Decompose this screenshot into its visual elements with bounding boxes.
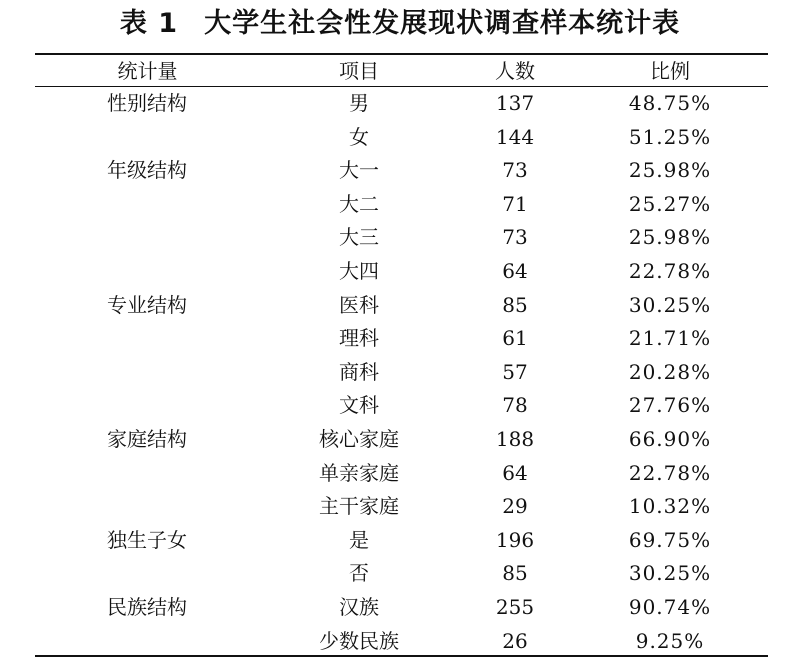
category-cell: 家庭结构 [107, 426, 187, 451]
item-cell: 女 [349, 124, 369, 149]
percent-cell: 66.90% [628, 426, 712, 451]
table-row [35, 557, 768, 591]
count-cell: 188 [495, 426, 535, 451]
percent-cell: 27.76% [628, 393, 712, 418]
percent-cell: 10.32% [628, 494, 712, 519]
category-cell [35, 625, 260, 659]
category-cell [35, 490, 260, 524]
table-row [35, 423, 768, 457]
table-title-text: 大学生社会性发展现状调查样本统计表 [204, 8, 681, 39]
category-cell: 专业结构 [107, 292, 187, 317]
statistics-table [35, 55, 768, 658]
table-row [35, 121, 768, 155]
table-row [35, 322, 768, 356]
table-row [35, 188, 768, 222]
count-cell: 26 [502, 628, 528, 653]
percent-cell: 90.74% [628, 594, 712, 619]
category-cell: 民族结构 [107, 594, 187, 619]
percent-cell: 22.78% [628, 460, 712, 485]
table-title [0, 4, 800, 44]
column-header-statistic: 统计量 [117, 59, 178, 83]
item-cell: 文科 [339, 393, 379, 418]
table-row [35, 389, 768, 423]
table-row [35, 289, 768, 323]
count-cell: 71 [502, 191, 528, 216]
percent-cell: 30.25% [628, 292, 712, 317]
category-cell [35, 557, 260, 591]
count-cell: 73 [502, 225, 528, 250]
item-cell: 男 [349, 91, 369, 115]
count-cell: 144 [495, 124, 535, 149]
count-cell: 137 [495, 91, 535, 115]
item-cell: 商科 [339, 359, 379, 384]
count-cell: 64 [502, 258, 528, 283]
table-row [35, 457, 768, 491]
table-row [35, 356, 768, 390]
category-cell [35, 255, 260, 289]
table-row [35, 524, 768, 558]
category-cell [35, 221, 260, 255]
percent-cell: 69.75% [628, 527, 712, 552]
percent-cell: 30.25% [628, 561, 712, 586]
column-header-percent: 比例 [650, 59, 690, 83]
item-cell: 主干家庭 [319, 494, 399, 519]
item-cell: 否 [349, 561, 369, 586]
item-cell: 大二 [339, 191, 379, 216]
table-row [35, 255, 768, 289]
percent-cell: 48.75% [628, 91, 712, 115]
item-cell: 核心家庭 [319, 426, 399, 451]
percent-cell: 25.98% [628, 225, 712, 250]
item-cell: 大四 [339, 258, 379, 283]
table-row [35, 154, 768, 188]
table-row [35, 490, 768, 524]
item-cell: 大一 [339, 158, 379, 183]
table-row [35, 87, 768, 121]
category-cell: 独生子女 [107, 527, 187, 552]
column-header-item: 项目 [339, 59, 379, 83]
header-row [35, 55, 768, 87]
item-cell: 汉族 [339, 594, 379, 619]
count-cell: 29 [502, 494, 528, 519]
category-cell [35, 389, 260, 423]
category-cell: 性别结构 [107, 91, 187, 115]
table-row [35, 591, 768, 625]
item-cell: 单亲家庭 [319, 460, 399, 485]
percent-cell: 20.28% [628, 359, 712, 384]
count-cell: 61 [502, 326, 528, 351]
percent-cell: 25.98% [628, 158, 712, 183]
count-cell: 196 [495, 527, 535, 552]
category-cell [35, 457, 260, 491]
percent-cell: 21.71% [628, 326, 712, 351]
item-cell: 医科 [339, 292, 379, 317]
item-cell: 少数民族 [319, 628, 399, 653]
count-cell: 57 [502, 359, 528, 384]
category-cell [35, 121, 260, 155]
percent-cell: 25.27% [628, 191, 712, 216]
table-number: 表 1 [119, 8, 179, 39]
percent-cell: 9.25% [635, 628, 705, 653]
category-cell [35, 356, 260, 390]
item-cell: 是 [349, 527, 369, 552]
category-cell [35, 188, 260, 222]
percent-cell: 22.78% [628, 258, 712, 283]
count-cell: 85 [502, 292, 528, 317]
count-cell: 78 [502, 393, 528, 418]
count-cell: 85 [502, 561, 528, 586]
count-cell: 64 [502, 460, 528, 485]
category-cell [35, 322, 260, 356]
item-cell: 大三 [339, 225, 379, 250]
table-row [35, 625, 768, 659]
count-cell: 73 [502, 158, 528, 183]
category-cell: 年级结构 [107, 158, 187, 183]
table-row [35, 221, 768, 255]
count-cell: 255 [495, 594, 535, 619]
column-header-count: 人数 [495, 59, 535, 83]
item-cell: 理科 [339, 326, 379, 351]
percent-cell: 51.25% [628, 124, 712, 149]
